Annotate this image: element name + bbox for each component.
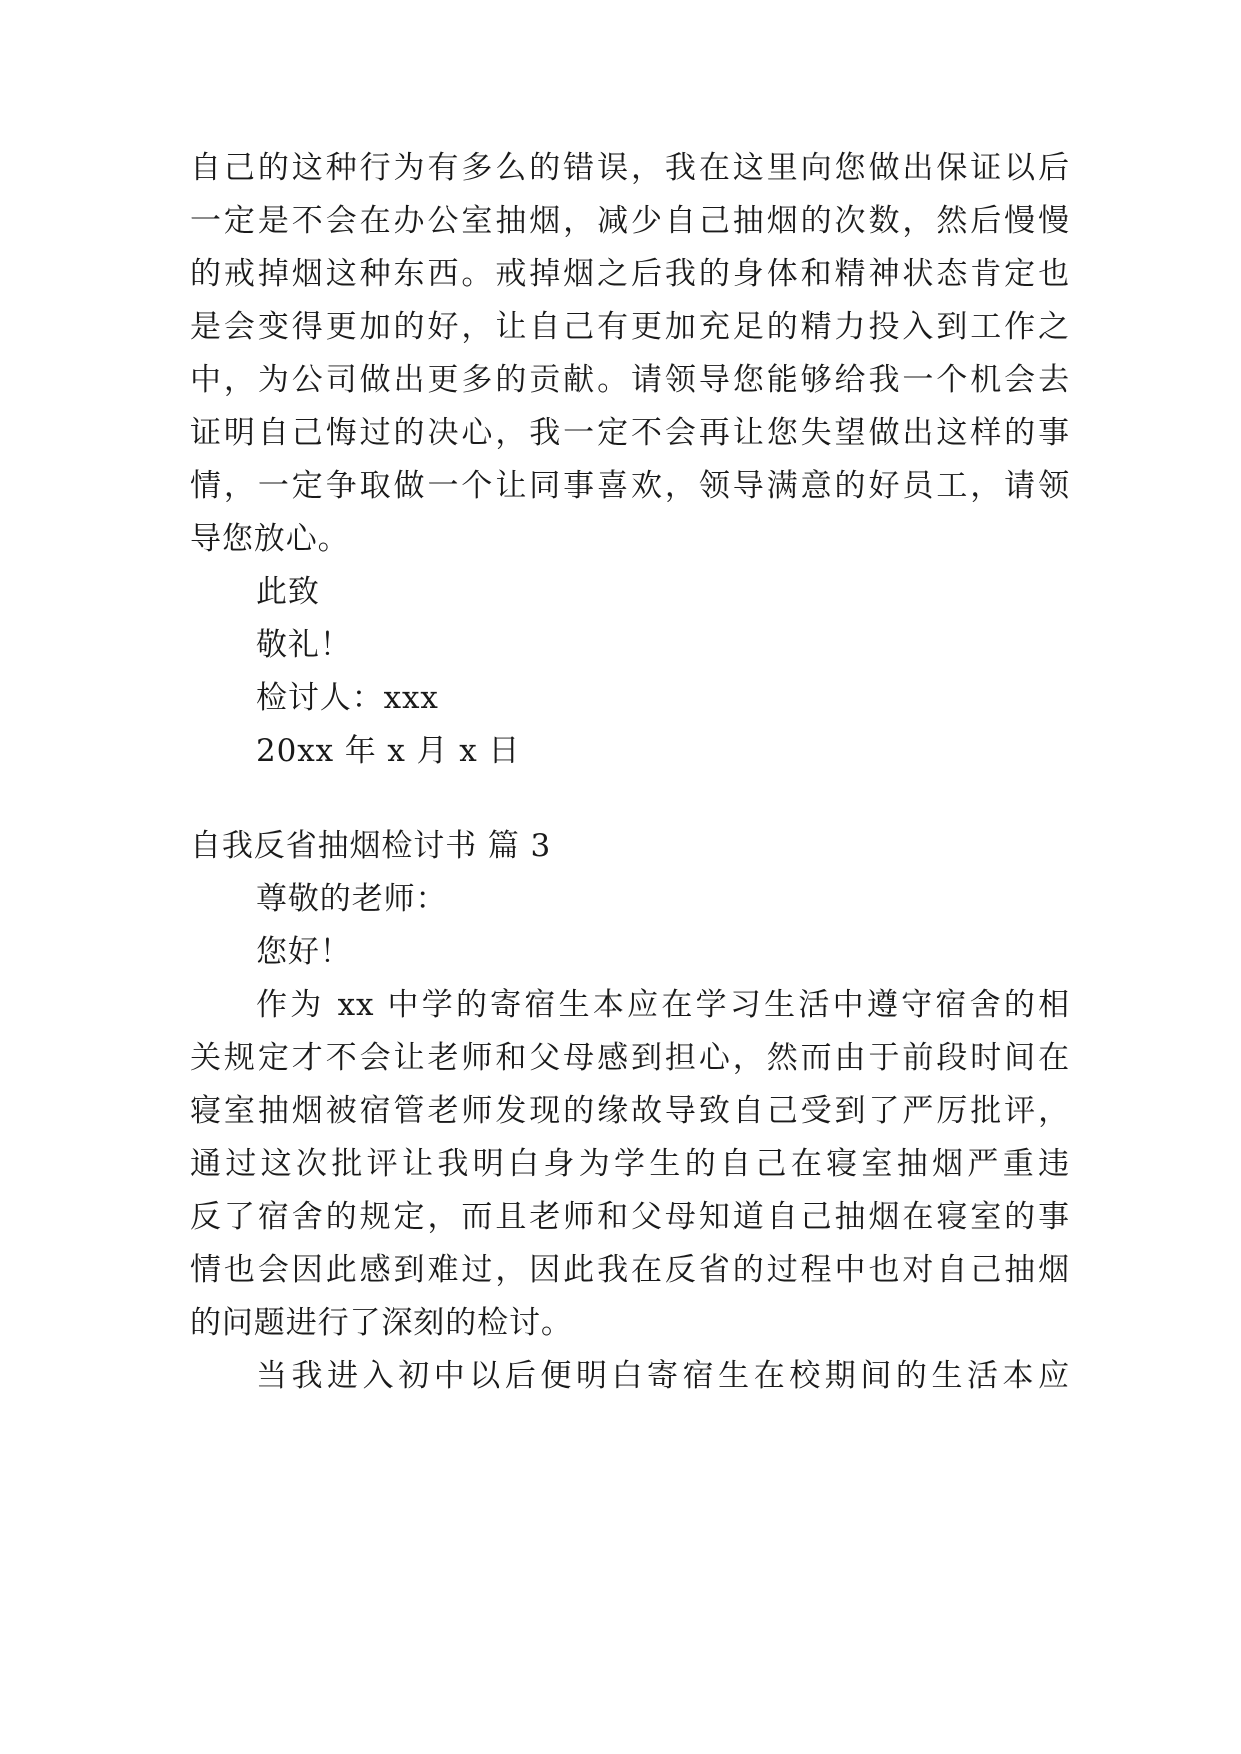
- body-text-line: 情也会因此感到难过，因此我在反省的过程中也对自己抽烟: [190, 1252, 1070, 1288]
- body-text-line: 关规定才不会让老师和父母感到担心，然而由于前段时间在: [190, 1040, 1070, 1076]
- body-text-line: 通过这次批评让我明白身为学生的自己在寝室抽烟严重违: [190, 1146, 1070, 1182]
- body-text-line: 中，为公司做出更多的贡献。请领导您能够给我一个机会去: [190, 362, 1070, 398]
- body-text-line: 寝室抽烟被宿管老师发现的缘故导致自己受到了严厉批评，: [190, 1093, 1070, 1129]
- body-text-line: 一定是不会在办公室抽烟，减少自己抽烟的次数，然后慢慢: [190, 203, 1070, 239]
- body-text-line: 的问题进行了深刻的检讨。: [190, 1305, 573, 1341]
- body-text-line: 的戒掉烟这种东西。戒掉烟之后我的身体和精神状态肯定也: [190, 256, 1070, 292]
- body-text-line: 自己的这种行为有多么的错误，我在这里向您做出保证以后: [190, 150, 1070, 186]
- body-text-line: 证明自己悔过的决心，我一定不会再让您失望做出这样的事: [190, 415, 1070, 451]
- signer-text: 检讨人：xxx: [256, 680, 439, 716]
- hello-text: 您好！: [256, 934, 352, 970]
- body-text-line: 当我进入初中以后便明白寄宿生在校期间的生活本应: [256, 1358, 1070, 1394]
- body-text-line: 是会变得更加的好，让自己有更加充足的精力投入到工作之: [190, 309, 1070, 345]
- closing-text: 此致: [256, 574, 320, 610]
- body-text-line: 导您放心。: [190, 521, 350, 557]
- body-text-line: 作为 xx 中学的寄宿生本应在学习生活中遵守宿舍的相: [256, 987, 1070, 1023]
- body-text-line: 情，一定争取做一个让同事喜欢，领导满意的好员工，请领: [190, 468, 1070, 504]
- section-title: 自我反省抽烟检讨书 篇 3: [190, 828, 552, 864]
- greeting-text: 尊敬的老师：: [256, 881, 448, 917]
- body-text-line: 反了宿舍的规定，而且老师和父母知道自己抽烟在寝室的事: [190, 1199, 1070, 1235]
- salute-text: 敬礼！: [256, 627, 352, 663]
- date-text: 20xx 年 x 月 x 日: [256, 733, 521, 769]
